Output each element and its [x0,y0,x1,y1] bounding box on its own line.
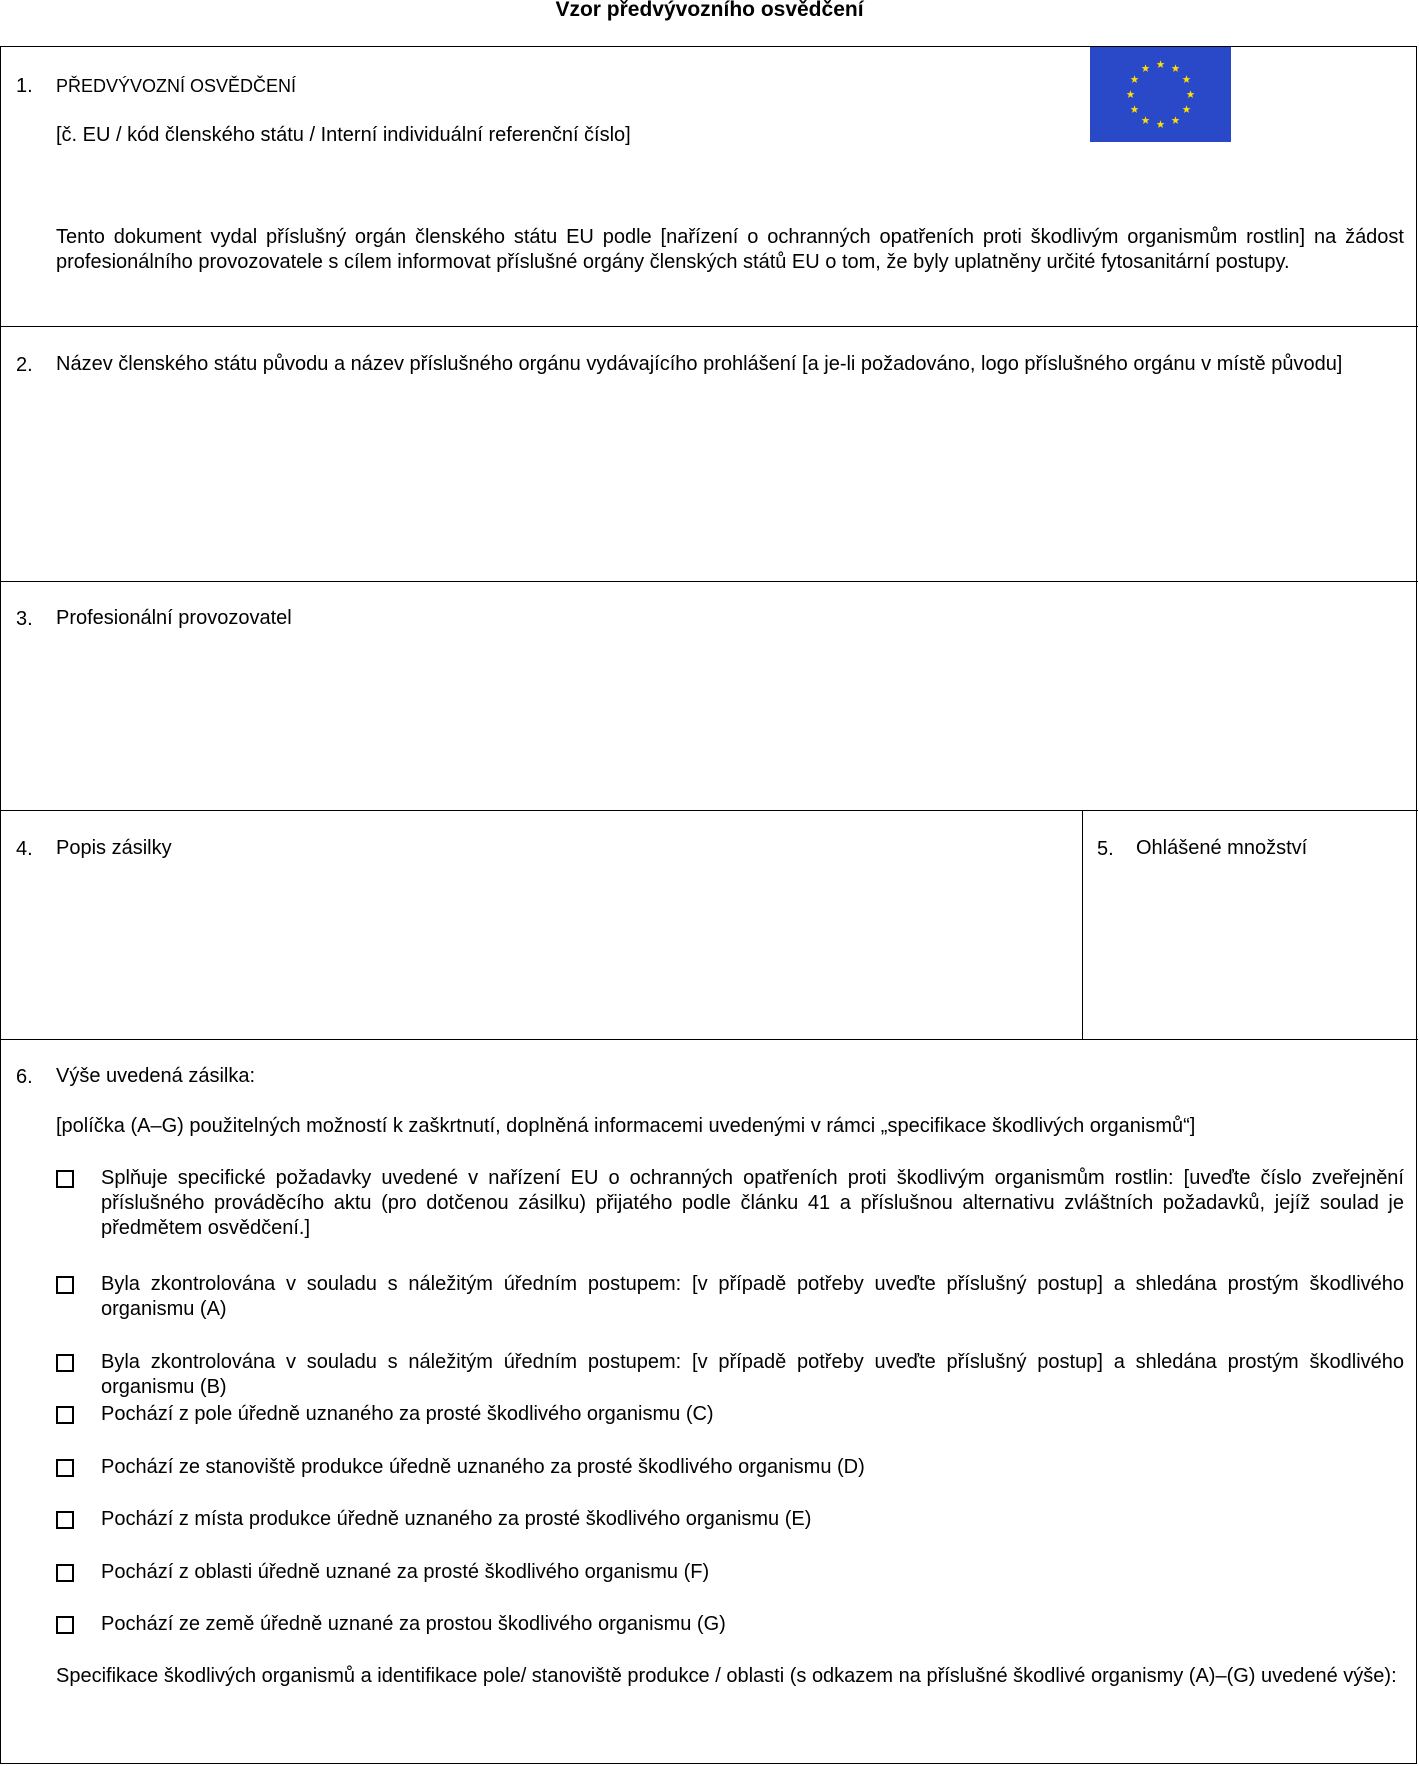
option-text: Pochází z oblasti úředně uznané za prosté škodlivého organismu (F) [101,1561,710,1583]
section-5-label: Ohlášené množství [1136,837,1308,859]
flag-star [1172,64,1180,72]
flag-star [1142,116,1150,124]
option-checkbox[interactable] [56,1354,74,1372]
flag-star [1187,90,1195,98]
flag-star [1157,60,1165,68]
section-3-number: 3. [16,608,33,630]
section-1 [1,47,1418,327]
section-6-instruction: [políčka (A–G) použitelných možností k zaškrtnutí, doplněná informacemi uvedenými v rámci „specifikace škodlivých organismů“] [56,1115,1196,1137]
option-text: Byla zkontrolována v souladu s náležitým úředním postupem: [v případě potřeby uveďte příslušný postup] a shledána prostým škodlivého organismu (A) [101,1273,1404,1320]
option-text: Pochází z pole úředně uznaného za prosté škodlivého organismu (C) [101,1403,714,1425]
option-checkbox[interactable] [56,1616,74,1634]
section-2 [1,327,1418,582]
flag-star [1172,116,1180,124]
option-checkbox[interactable] [56,1564,74,1582]
section-3 [1,582,1418,811]
option-text: Pochází ze stanoviště produkce úředně uznaného za prosté škodlivého organismu (D) [101,1456,865,1478]
flag-star [1131,105,1139,113]
section-2-label: Název členského státu původu a název příslušného orgánu vydávajícího prohlášení [a je-li požadováno, logo příslušného orgánu v místě původu] [56,353,1343,375]
section-6 [1,1040,1418,1763]
section-5-number: 5. [1097,838,1114,860]
section-4-number: 4. [16,838,33,860]
section-6-label: Výše uvedená zásilka: [56,1065,256,1087]
flag-star [1157,120,1165,128]
section-2-number: 2. [16,354,33,376]
page-title: Vzor předvývozního osvědčení [555,0,864,21]
option-text: Pochází ze země úředně uznané za prostou škodlivého organismu (G) [101,1613,726,1635]
section-6-number: 6. [16,1066,33,1088]
flag-star [1142,64,1150,72]
option-checkbox[interactable] [56,1406,74,1424]
section-1-heading: PŘEDVÝVOZNÍ OSVĚDČENÍ [56,76,297,96]
section-4-5 [1,811,1418,1040]
option-checkbox[interactable] [56,1459,74,1477]
section-1-reference: [č. EU / kód členského státu / Interní individuální referenční číslo] [56,124,631,146]
section-6-footer: Specifikace škodlivých organismů a identifikace pole/ stanoviště produkce / oblasti (s odkazem na příslušné škodlivé organismy (A)–(G) uvedené výše): [56,1665,1397,1687]
section-1-body: Tento dokument vydal příslušný orgán členského státu EU podle [nařízení o ochranných opatřeních proti škodlivým organismům rostlin] na žádost profesionálního provozovatele s cílem informovat příslušné orgány členských států EU o tom, že byly uplatněny určité fytosanitární postupy. [56,226,1404,273]
flag-star [1131,75,1139,83]
section-4-label: Popis zásilky [56,837,172,859]
option-text: Byla zkontrolována v souladu s náležitým úředním postupem: [v případě potřeby uveďte příslušný postup] a shledána prostým škodlivého organismu (B) [101,1351,1404,1398]
flag-star [1182,75,1190,83]
option-text: Splňuje specifické požadavky uvedené v nařízení EU o ochranných opatřeních proti škodlivým organismům rostlin: [uveďte číslo zveřejnění příslušného prováděcího aktu (pro dotčenou zásilku) přijatého podle článku 41 a příslušnou alternativu zvláštních požadavků, jejíž soulad je předmětem osvědčení.] [101,1167,1404,1239]
section-3-label: Profesionální provozovatel [56,607,292,629]
flag-star [1182,105,1190,113]
certificate-form [0,46,1417,1764]
option-checkbox[interactable] [56,1276,74,1294]
eu-flag-icon [1090,47,1231,142]
option-checkbox[interactable] [56,1511,74,1529]
section-4-5-divider [1082,811,1083,1039]
flag-star [1127,90,1135,98]
option-checkbox[interactable] [56,1170,74,1188]
option-text: Pochází z místa produkce úředně uznaného za prosté škodlivého organismu (E) [101,1508,812,1530]
section-1-number: 1. [16,75,33,97]
